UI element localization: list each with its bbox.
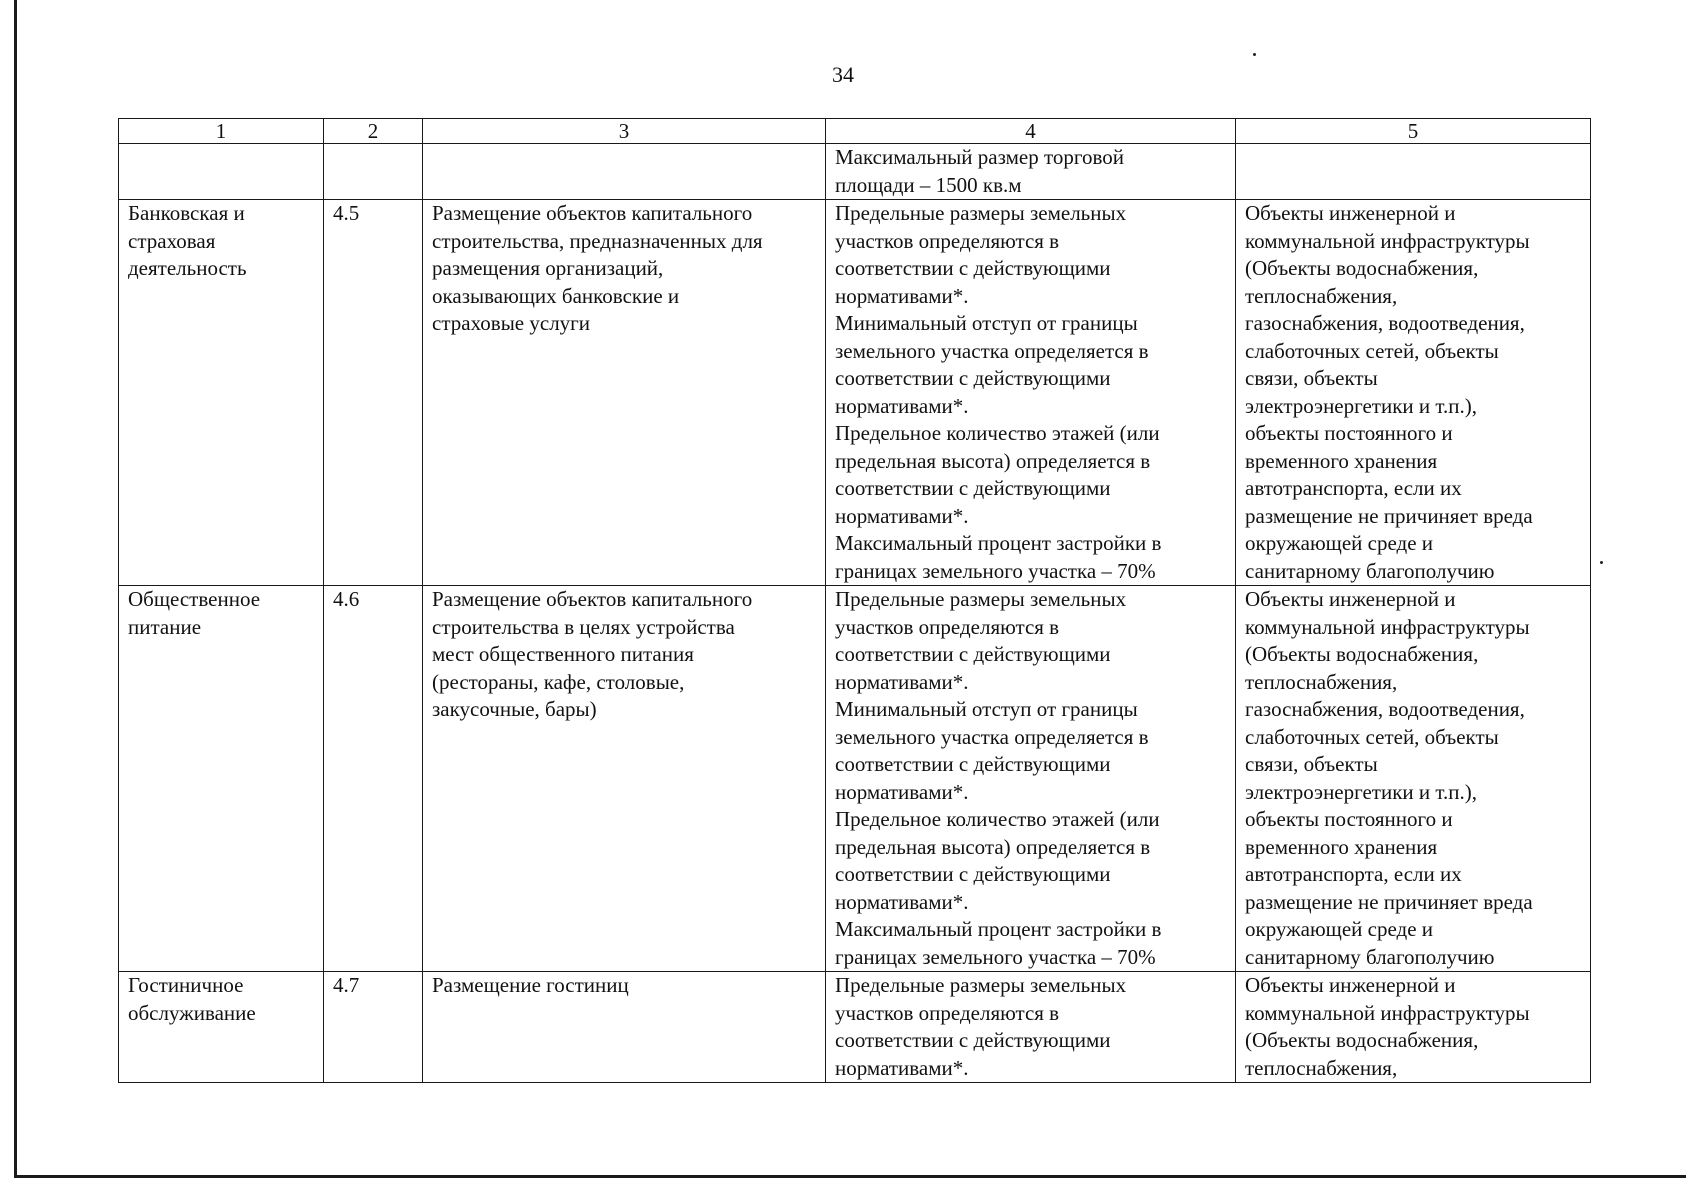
- table-cell-code: 4.5: [324, 200, 423, 586]
- table-cell-description: Размещение объектов капитального строительства в целях устройства мест общественного питания (рестораны, кафе, столовые, закусочные, бары): [423, 586, 826, 972]
- scan-border-left: [14, 0, 17, 1178]
- table-cell-name: Общественное питание: [119, 586, 324, 972]
- table-cell-description: Размещение объектов капитального строительства, предназначенных для размещения организаций, оказывающих банковские и страховые услуги: [423, 200, 826, 586]
- table-row: [119, 972, 1591, 1083]
- table-cell: [1236, 144, 1591, 200]
- table-cell-parameters: Предельные размеры земельных участков определяются в соответствии с действующими нормативами*. Минимальный отступ от границы земельного участка определяется в соответствии с действующими нормативами*. Предельное количество этажей (или предельная высота) определяется в соответствии с действующими нормативами*. Максимальный процент застройки в границах земельного участка – 70%: [826, 200, 1236, 586]
- scan-border-bottom: [14, 1175, 1686, 1178]
- table-cell-code: 4.7: [324, 972, 423, 1083]
- zoning-table: [118, 118, 1591, 1083]
- page-number: 34: [832, 62, 854, 87]
- column-header: 3: [423, 119, 826, 144]
- table-cell-auxiliary: Объекты инженерной и коммунальной инфраструктуры (Объекты водоснабжения, теплоснабжения,: [1236, 972, 1591, 1083]
- column-header: 4: [826, 119, 1236, 144]
- table-cell-name: Банковская и страховая деятельность: [119, 200, 324, 586]
- table-header-row: [119, 119, 1591, 144]
- table-cell-auxiliary: Объекты инженерной и коммунальной инфраструктуры (Объекты водоснабжения, теплоснабжения, газоснабжения, водоотведения, слаботочных сетей, объекты связи, объекты электроэнергетики и т.п.), объекты постоянного и временного хранения автотранспорта, если их размещение не причиняет вреда окружающей среде и санитарному благополучию: [1236, 200, 1591, 586]
- table-cell: [324, 144, 423, 200]
- table-cell: [119, 144, 324, 200]
- table-cell-auxiliary: Объекты инженерной и коммунальной инфраструктуры (Объекты водоснабжения, теплоснабжения, газоснабжения, водоотведения, слаботочных сетей, объекты связи, объекты электроэнергетики и т.п.), объекты постоянного и временного хранения автотранспорта, если их размещение не причиняет вреда окружающей среде и санитарному благополучию: [1236, 586, 1591, 972]
- table-cell: [423, 144, 826, 200]
- column-header: 1: [119, 119, 324, 144]
- table-cell-description: Размещение гостиниц: [423, 972, 826, 1083]
- table-cell-parameters: Предельные размеры земельных участков определяются в соответствии с действующими нормативами*. Минимальный отступ от границы земельного участка определяется в соответствии с действующими нормативами*. Предельное количество этажей (или предельная высота) определяется в соответствии с действующими нормативами*. Максимальный процент застройки в границах земельного участка – 70%: [826, 586, 1236, 972]
- table-row: [119, 586, 1591, 972]
- column-header: 2: [324, 119, 423, 144]
- table-cell-parameters: Предельные размеры земельных участков определяются в соответствии с действующими нормативами*.: [826, 972, 1236, 1083]
- scan-speck: [1253, 53, 1256, 56]
- table-cell-code: 4.6: [324, 586, 423, 972]
- table-cell-name: Гостиничное обслуживание: [119, 972, 324, 1083]
- scan-speck: [1600, 561, 1603, 564]
- table-cell-parameters: Максимальный размер торговой площади – 1500 кв.м: [826, 144, 1236, 200]
- column-header: 5: [1236, 119, 1591, 144]
- table-row: [119, 200, 1591, 586]
- continuation-row: [119, 144, 1591, 200]
